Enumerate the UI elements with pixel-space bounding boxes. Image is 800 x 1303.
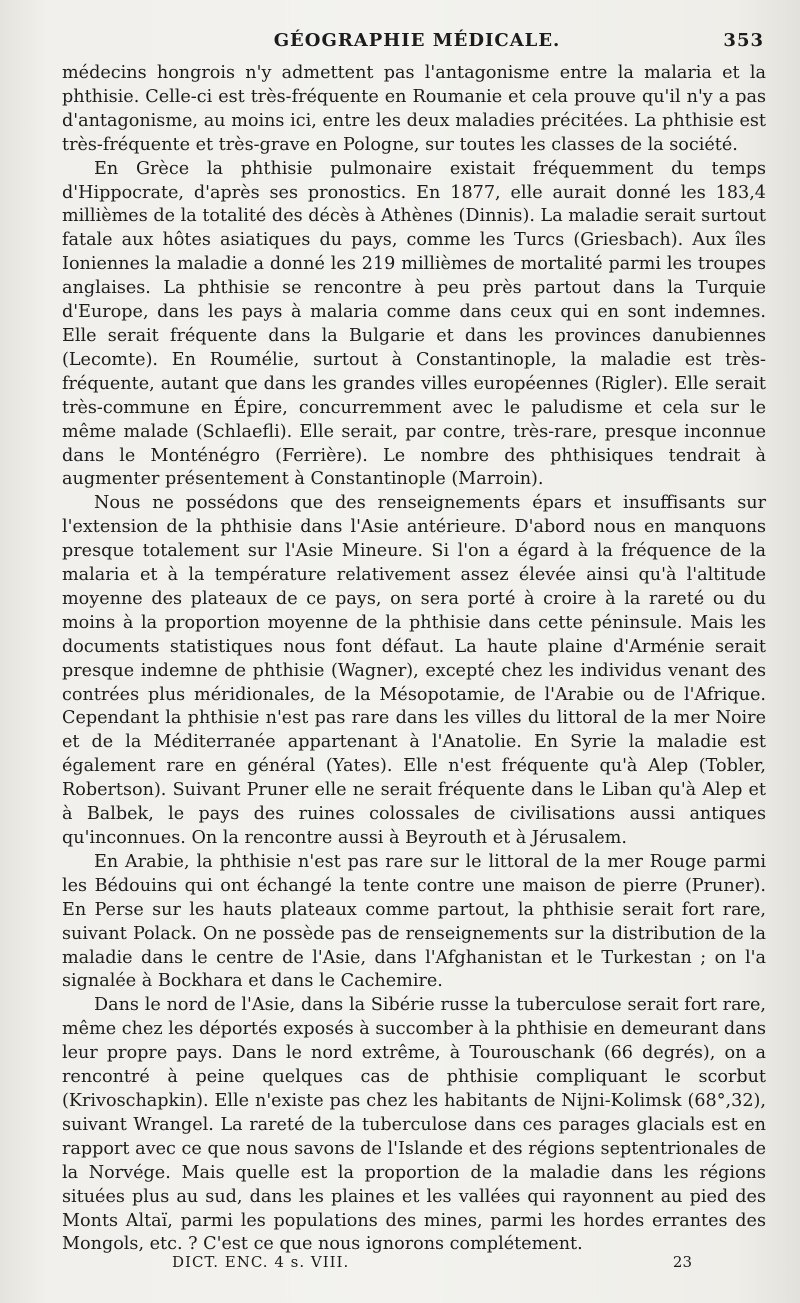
paragraph: médecins hongrois n'y admettent pas l'antagonisme entre la malaria et la phthisie. Celle-ci est très-fréquente en Roumanie et cela prouve qu'il n'y a pas d'antagonisme, au moins ici, entre les deux maladies précitées. La phthisie est très-fréquente et très-grave en Pologne, sur toutes les classes de la société. — [62, 63, 766, 155]
paragraph: Nous ne possédons que des renseignements épars et insuffisants sur l'extension de la phthisie dans l'Asie antérieure. D'abord nous en manquons presque totalement sur l'Asie Mineure. Si l'on a égard à la fréquence de la malaria et à la température relativement assez élevée ainsi qu'à l'altitude moyenne des plateaux de ce pays, on sera porté à croire à la rareté ou du moins à la proportion moyenne de la phthisie dans cette péninsule. Mais les documents statistiques nous font défaut. La haute plaine d'Arménie serait presque indemne de phthisie (Wagner), excepté chez les individus venant des contrées plus méridionales, de la Mésopotamie, de l'Arabie ou de l'Afrique. Cependant la phthisie n'est pas rare dans les villes du littoral de la mer Noire et de la Méditerranée appartenant à l'Anatolie. En Syrie la maladie est également rare en général (Yates). Elle n'est fréquente qu'à Alep (Tobler, Robertson). Suivant Pruner elle ne serait fréquente dans le Liban qu'à Alep et à Balbek, le pays des ruines colossales de civilisations aussi antiques qu'inconnues. On la rencontre aussi à Beyrouth et à Jérusalem. — [62, 493, 766, 848]
running-header — [62, 30, 772, 60]
signature-mark: DICT. ENC. 4 s. VIII. — [172, 1253, 350, 1271]
sheet-number: 23 — [672, 1253, 692, 1271]
running-title: GÉOGRAPHIE MÉDICALE. — [273, 30, 561, 51]
page-footer — [172, 1253, 692, 1279]
page-number: 353 — [723, 30, 764, 51]
body-text — [62, 62, 766, 1257]
paragraph: En Grèce la phthisie pulmonaire existait fréquemment du temps d'Hippocrate, d'après ses pronostics. En 1877, elle aurait donné les 183,4 millièmes de la totalité des décès à Athènes (Dinnis). La maladie serait surtout fatale aux hôtes asiatiques du pays, comme les Turcs (Griesbach). Aux îles Ioniennes la maladie a donné les 219 millièmes de mortalité parmi les troupes anglaises. La phthisie se rencontre à peu près partout dans la Turquie d'Europe, dans les pays à malaria comme dans ceux qui en sont indemnes. Elle serait fréquente dans la Bulgarie et dans les provinces danubiennes (Lecomte). En Roumélie, surtout à Constantinople, la maladie est très-fréquente, autant que dans les grandes villes européennes (Rigler). Elle serait très-commune en Épire, concurremment avec le paludisme et cela sur le même malade (Schlaefli). Elle serait, par contre, très-rare, presque inconnue dans le Monténégro (Ferrière). Le nombre des phthisiques tendrait à augmenter présentement à Constantinople (Marroin). — [62, 158, 766, 490]
paragraph: En Arabie, la phthisie n'est pas rare sur le littoral de la mer Rouge parmi les Bédouins qui ont échangé la tente contre une maison de pierre (Pruner). En Perse sur les hauts plateaux comme partout, la phthisie serait fort rare, suivant Polack. On ne possède pas de renseignements sur la distribution de la maladie dans le centre de l'Asie, dans l'Afghanistan et le Turkestan ; on l'a signalée à Bockhara et dans le Cachemire. — [62, 851, 766, 992]
paragraph: Dans le nord de l'Asie, dans la Sibérie russe la tuberculose serait fort rare, même chez les déportés exposés à succomber à la phthisie en demeurant dans leur propre pays. Dans le nord extrême, à Tourouschank (66 degrés), on a rencontré à peine quelques cas de phthisie compliquant le scorbut (Krivoschapkin). Elle n'existe pas chez les habitants de Nijni-Kolimsk (68°,32), suivant Wrangel. La rareté de la tuberculose dans ces parages glacials est en rapport avec ce que nous savons de l'Islande et des régions septentrionales de la Norvége. Mais quelle est la proportion de la maladie dans les régions situées plus au sud, dans les plaines et les vallées qui rayonnent au pied des Monts Altaï, parmi les populations des mines, parmi les hordes errantes des Mongols, etc. ? C'est ce que nous ignorons complétement. — [62, 995, 766, 1255]
